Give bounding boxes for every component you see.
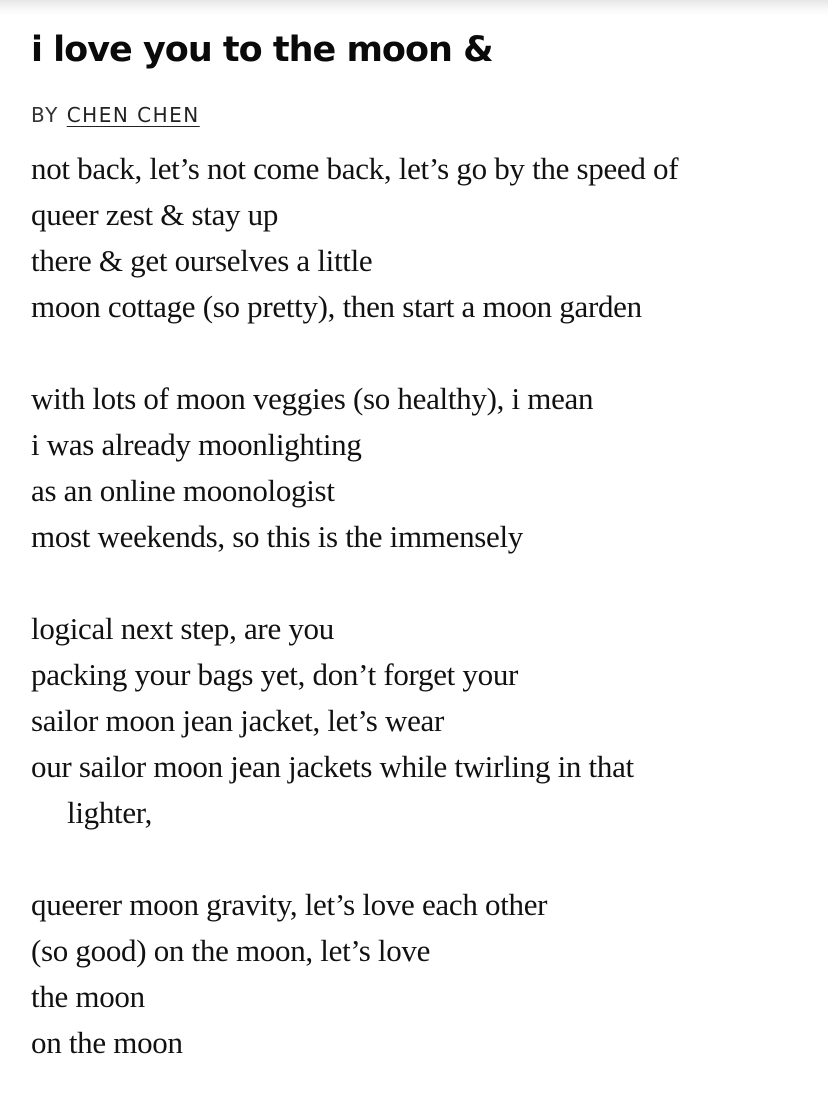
stanza-2 bbox=[31, 376, 821, 560]
poem-title: i love you to the moon & bbox=[31, 30, 493, 70]
poem-line: with lots of moon veggies (so healthy), i mean bbox=[31, 381, 594, 416]
stanza-1 bbox=[31, 146, 821, 330]
poem-line: the moon bbox=[31, 979, 145, 1014]
poem-line: not back, let’s not come back, let’s go by the speed of bbox=[31, 151, 679, 186]
byline-prefix: BY bbox=[31, 103, 59, 127]
poem-line: sailor moon jean jacket, let’s wear bbox=[31, 703, 445, 738]
poem-line: i was already moonlighting bbox=[31, 427, 362, 462]
poem-line: on the moon bbox=[31, 1025, 183, 1060]
poem-line: there & get ourselves a little bbox=[31, 243, 373, 278]
poem-line: our sailor moon jean jackets while twirling in that bbox=[31, 749, 634, 784]
poem-line: most weekends, so this is the immensely bbox=[31, 519, 524, 554]
poem-line: queerer moon gravity, let’s love each other bbox=[31, 887, 548, 922]
byline bbox=[31, 102, 200, 128]
poem-line: (so good) on the moon, let’s love bbox=[31, 933, 431, 968]
author-link[interactable]: CHEN CHEN bbox=[66, 103, 200, 127]
poem-line: moon cottage (so pretty), then start a moon garden bbox=[31, 289, 642, 324]
poem-body bbox=[31, 146, 821, 1112]
top-shadow bbox=[0, 0, 828, 16]
poem-line: logical next step, are you bbox=[31, 611, 334, 646]
stanza-4 bbox=[31, 882, 821, 1066]
poem-line-continuation: lighter, bbox=[67, 795, 153, 830]
poem-line: as an online moonologist bbox=[31, 473, 335, 508]
stanza-3 bbox=[31, 606, 821, 836]
poem-line: queer zest & stay up bbox=[31, 197, 279, 232]
poem-line: packing your bags yet, don’t forget your bbox=[31, 657, 519, 692]
